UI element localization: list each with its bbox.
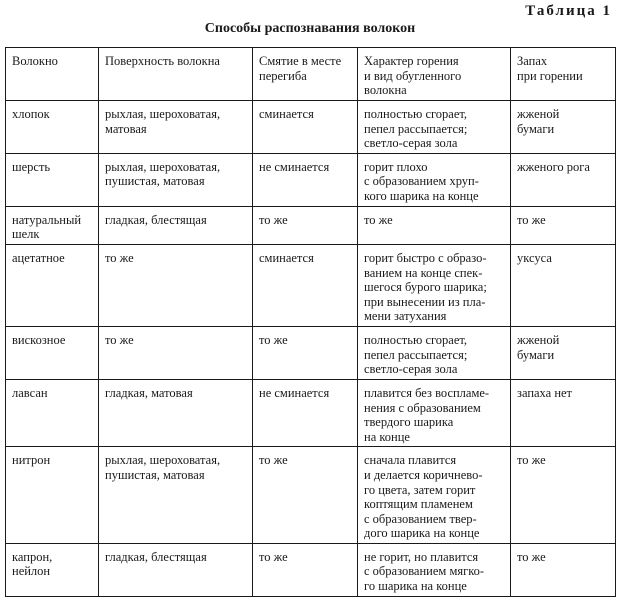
cell-surface: гладкая, блестящая (99, 543, 253, 596)
cell-crease: не сминается (253, 379, 358, 446)
cell-fiber: нитрон (6, 447, 99, 544)
cell-smell: то же (511, 447, 616, 544)
cell-burning: полностью сгорает, пепел рассыпается; светло-серая зола (358, 326, 511, 379)
cell-surface: то же (99, 244, 253, 326)
table-row (6, 206, 616, 244)
table-row (6, 101, 616, 154)
cell-crease: то же (253, 326, 358, 379)
cell-burning: сначала плавится и делается коричнево- го цвета, затем горит коптящим пламенем с образованием твер- дого шарика на конце (358, 447, 511, 544)
cell-fiber: капрон, нейлон (6, 543, 99, 596)
cell-crease: то же (253, 447, 358, 544)
cell-surface: рыхлая, шероховатая, пушистая, матовая (99, 447, 253, 544)
table-title: Способы распознавания волокон (204, 21, 416, 36)
cell-surface: то же (99, 326, 253, 379)
cell-fiber: натуральный шелк (6, 206, 99, 244)
header-crease: Смятие в месте перегиба (253, 48, 358, 101)
cell-crease: не сминается (253, 153, 358, 206)
table-header-row (6, 48, 616, 101)
cell-fiber: хлопок (6, 101, 99, 154)
table-row (6, 244, 616, 326)
table-row (6, 543, 616, 596)
header-fiber: Волокно (6, 48, 99, 101)
cell-burning: плавится без воспламе- нения с образованием твердого шарика на конце (358, 379, 511, 446)
table-row (6, 153, 616, 206)
cell-smell: жженой бумаги (511, 326, 616, 379)
cell-surface: гладкая, блестящая (99, 206, 253, 244)
cell-burning: то же (358, 206, 511, 244)
table-row (6, 379, 616, 446)
cell-fiber: шерсть (6, 153, 99, 206)
table-number-label: Таблица 1 (525, 3, 612, 19)
cell-smell: то же (511, 206, 616, 244)
table-row (6, 447, 616, 544)
cell-burning: горит плохо с образованием хруп- кого шарика на конце (358, 153, 511, 206)
cell-crease: то же (253, 543, 358, 596)
cell-burning: полностью сгорает, пепел рассыпается; светло-серая зола (358, 101, 511, 154)
cell-smell: жженого рога (511, 153, 616, 206)
header-surface: Поверхность волокна (99, 48, 253, 101)
cell-fiber: вискозное (6, 326, 99, 379)
cell-crease: сминается (253, 101, 358, 154)
fiber-recognition-table (5, 47, 616, 597)
cell-fiber: ацетатное (6, 244, 99, 326)
cell-smell: жженой бумаги (511, 101, 616, 154)
cell-surface: гладкая, матовая (99, 379, 253, 446)
header-smell: Запах при горении (511, 48, 616, 101)
cell-smell: уксуса (511, 244, 616, 326)
cell-crease: то же (253, 206, 358, 244)
cell-burning: не горит, но плавится с образованием мягко- го шарика на конце (358, 543, 511, 596)
table-row (6, 326, 616, 379)
header-burning: Характер горения и вид обугленного волокна (358, 48, 511, 101)
cell-smell: запаха нет (511, 379, 616, 446)
cell-crease: сминается (253, 244, 358, 326)
cell-smell: то же (511, 543, 616, 596)
cell-fiber: лавсан (6, 379, 99, 446)
cell-surface: рыхлая, шероховатая, пушистая, матовая (99, 153, 253, 206)
cell-burning: горит быстро с образо- ванием на конце спек- шегося бурого шарика; при вынесении из пла- мени затухания (358, 244, 511, 326)
cell-surface: рыхлая, шероховатая, матовая (99, 101, 253, 154)
